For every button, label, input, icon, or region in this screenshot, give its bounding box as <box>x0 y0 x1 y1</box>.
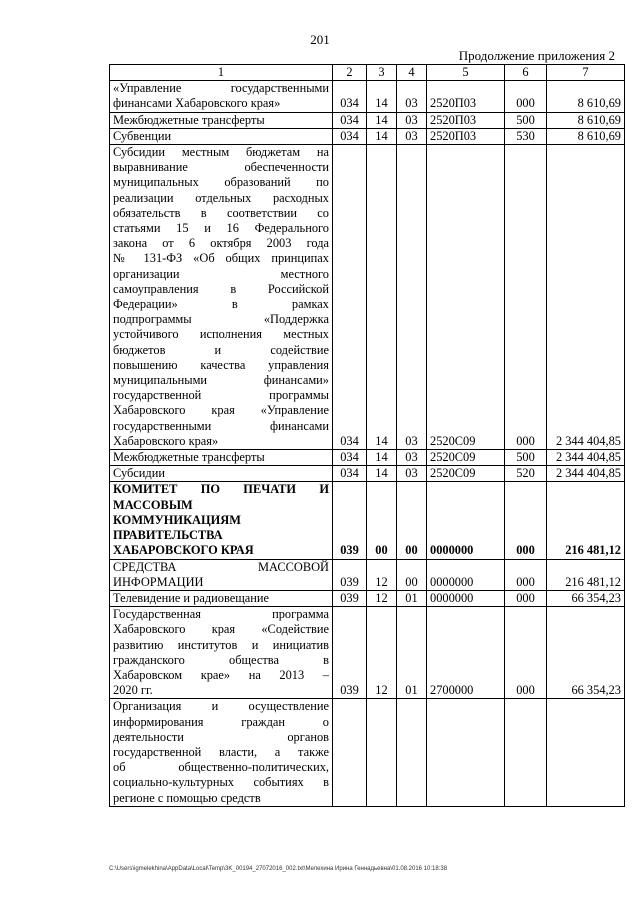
description-line: социально-культурных событиях в <box>113 775 329 790</box>
amount <box>547 699 625 806</box>
code-admin: 039 <box>333 607 367 699</box>
description-line: статьями 15 и 16 Федерального <box>113 221 329 236</box>
description-line: подпрограммы «Поддержка <box>113 312 329 327</box>
code-target: 2520П03 <box>427 128 505 144</box>
code-admin: 034 <box>333 81 367 112</box>
code-expense-type: 000 <box>505 81 547 112</box>
code-target: 2700000 <box>427 607 505 699</box>
code-admin: 039 <box>333 482 367 559</box>
code-expense-type: 000 <box>505 559 547 590</box>
table-row <box>110 699 625 806</box>
description-line: Хабаровского края» <box>113 433 219 448</box>
description-line: самоуправления в Российской <box>113 281 329 296</box>
description-line: об общественно-политических, <box>113 760 329 775</box>
row-description <box>110 559 333 590</box>
amount: 216 481,12 <box>547 482 625 559</box>
amount: 8 610,69 <box>547 128 625 144</box>
code-admin: 034 <box>333 128 367 144</box>
code-expense-type: 500 <box>505 450 547 466</box>
code-target: 2520С09 <box>427 450 505 466</box>
budget-table <box>109 64 625 807</box>
code-section: 12 <box>367 590 397 606</box>
code-section: 14 <box>367 128 397 144</box>
table-row <box>110 145 625 450</box>
row-description <box>110 450 333 466</box>
code-admin: 034 <box>333 145 367 450</box>
description-line: обязательств в соответствии со <box>113 205 329 220</box>
row-description <box>110 466 333 482</box>
column-header: 7 <box>547 65 625 81</box>
code-subsection: 03 <box>397 81 427 112</box>
code-section: 00 <box>367 482 397 559</box>
amount: 2 344 404,85 <box>547 466 625 482</box>
code-section <box>367 699 397 806</box>
description-line: Межбюджетные трансферты <box>113 450 265 465</box>
code-subsection: 03 <box>397 112 427 128</box>
description-line: КОММУНИКАЦИЯМ <box>113 512 241 527</box>
table-row <box>110 482 625 559</box>
table-row <box>110 450 625 466</box>
code-subsection <box>397 699 427 806</box>
table-row <box>110 466 625 482</box>
description-line: информирования граждан о <box>113 714 329 729</box>
code-expense-type: 520 <box>505 466 547 482</box>
code-target: 0000000 <box>427 559 505 590</box>
code-section: 14 <box>367 145 397 450</box>
description-line: муниципальными финансами» <box>113 373 329 388</box>
column-header: 6 <box>505 65 547 81</box>
amount: 66 354,23 <box>547 590 625 606</box>
row-description <box>110 145 333 450</box>
code-expense-type: 000 <box>505 590 547 606</box>
column-header: 2 <box>333 65 367 81</box>
header-row <box>110 65 625 81</box>
row-description <box>110 590 333 606</box>
code-section: 12 <box>367 607 397 699</box>
code-expense-type: 000 <box>505 482 547 559</box>
description-line: гражданского общества в <box>113 652 329 667</box>
code-admin <box>333 699 367 806</box>
code-expense-type: 530 <box>505 128 547 144</box>
description-line: Межбюджетные трансферты <box>113 112 265 127</box>
description-line: ПРАВИТЕЛЬСТВА <box>113 528 223 543</box>
description-line: Субсидии <box>113 466 165 481</box>
description-line: государственными финансами <box>113 418 329 433</box>
description-line: Хабаровского края «Управление <box>113 403 329 418</box>
code-admin: 034 <box>333 112 367 128</box>
amount: 66 354,23 <box>547 607 625 699</box>
description-line: повышению качества управления <box>113 357 329 372</box>
amount: 2 344 404,85 <box>547 145 625 450</box>
description-line: развитию институтов и инициатив <box>113 637 329 652</box>
code-target: 2520С09 <box>427 145 505 450</box>
code-subsection: 03 <box>397 128 427 144</box>
code-subsection: 03 <box>397 466 427 482</box>
code-subsection: 01 <box>397 607 427 699</box>
column-header: 5 <box>427 65 505 81</box>
code-admin: 039 <box>333 559 367 590</box>
description-line: государственной власти, а также <box>113 744 329 759</box>
amount: 2 344 404,85 <box>547 450 625 466</box>
code-target: 2520П03 <box>427 112 505 128</box>
code-admin: 034 <box>333 466 367 482</box>
description-line: государственной программы <box>113 388 329 403</box>
column-header: 3 <box>367 65 397 81</box>
description-line: Государственная программа <box>113 607 329 622</box>
description-line: Организация и осуществление <box>113 699 329 714</box>
description-line: деятельности органов <box>113 729 329 744</box>
code-expense-type: 000 <box>505 145 547 450</box>
description-line: МАССОВЫМ <box>113 497 193 512</box>
description-line: Хабаровском крае» на 2013 – <box>113 667 329 682</box>
description-line: ХАБАРОВСКОГО КРАЯ <box>113 543 254 558</box>
amount: 8 610,69 <box>547 81 625 112</box>
code-expense-type <box>505 699 547 806</box>
code-subsection: 01 <box>397 590 427 606</box>
code-admin: 039 <box>333 590 367 606</box>
row-description <box>110 112 333 128</box>
file-path-footer: C:\Users\igmelekhina\AppData\Local\Temp\3K_00194_27072016_002.txt\Мелехина Ирина Геннадьевна\01.08.2016 10:18:38 <box>109 866 448 872</box>
code-target: 0000000 <box>427 590 505 606</box>
row-description <box>110 128 333 144</box>
code-subsection: 03 <box>397 145 427 450</box>
code-section: 14 <box>367 112 397 128</box>
table-row <box>110 81 625 112</box>
description-line: закона от 6 октября 2003 года <box>113 236 329 251</box>
description-line: Телевидение и радиовещание <box>113 590 270 605</box>
description-line: муниципальных образований по <box>113 175 329 190</box>
code-admin: 034 <box>333 450 367 466</box>
description-line: финансами Хабаровского края» <box>113 96 281 111</box>
code-section: 12 <box>367 559 397 590</box>
column-header: 1 <box>110 65 333 81</box>
table-row <box>110 607 625 699</box>
table-row <box>110 559 625 590</box>
description-line: Субсидии местным бюджетам на <box>113 145 329 160</box>
table-row <box>110 112 625 128</box>
code-subsection: 00 <box>397 559 427 590</box>
code-section: 14 <box>367 81 397 112</box>
code-target: 2520С09 <box>427 466 505 482</box>
description-line: регионе с помощью средств <box>113 790 261 805</box>
amount: 216 481,12 <box>547 559 625 590</box>
code-subsection: 00 <box>397 482 427 559</box>
description-line: КОМИТЕТ ПО ПЕЧАТИ И <box>113 482 329 497</box>
description-line: Хабаровского края «Содействие <box>113 622 329 637</box>
description-line: Федерации» в рамках <box>113 297 329 312</box>
description-line: бюджетов и содействие <box>113 342 329 357</box>
description-line: устойчивого исполнения местных <box>113 327 329 342</box>
page-number: 201 <box>310 32 330 47</box>
description-line: 2020 гг. <box>113 683 153 698</box>
description-line: СРЕДСТВА МАССОВОЙ <box>113 559 329 574</box>
code-expense-type: 000 <box>505 607 547 699</box>
description-line: реализации отдельных расходных <box>113 190 329 205</box>
code-target <box>427 699 505 806</box>
row-description <box>110 607 333 699</box>
code-subsection: 03 <box>397 450 427 466</box>
row-description <box>110 482 333 559</box>
table-row <box>110 128 625 144</box>
continuation-caption: Продолжение приложения 2 <box>458 48 615 63</box>
code-target: 0000000 <box>427 482 505 559</box>
description-line: ИНФОРМАЦИИ <box>113 574 204 589</box>
code-section: 14 <box>367 466 397 482</box>
description-line: Субвенции <box>113 128 172 143</box>
code-expense-type: 500 <box>505 112 547 128</box>
row-description <box>110 81 333 112</box>
code-target: 2520П03 <box>427 81 505 112</box>
description-line: «Управление государственными <box>113 81 329 96</box>
table-row <box>110 590 625 606</box>
row-description <box>110 699 333 806</box>
description-line: организации местного <box>113 266 329 281</box>
description-line: № 131-ФЗ «Об общих принципах <box>113 251 329 266</box>
amount: 8 610,69 <box>547 112 625 128</box>
code-section: 14 <box>367 450 397 466</box>
column-header: 4 <box>397 65 427 81</box>
description-line: выравнивание обеспеченности <box>113 160 329 175</box>
